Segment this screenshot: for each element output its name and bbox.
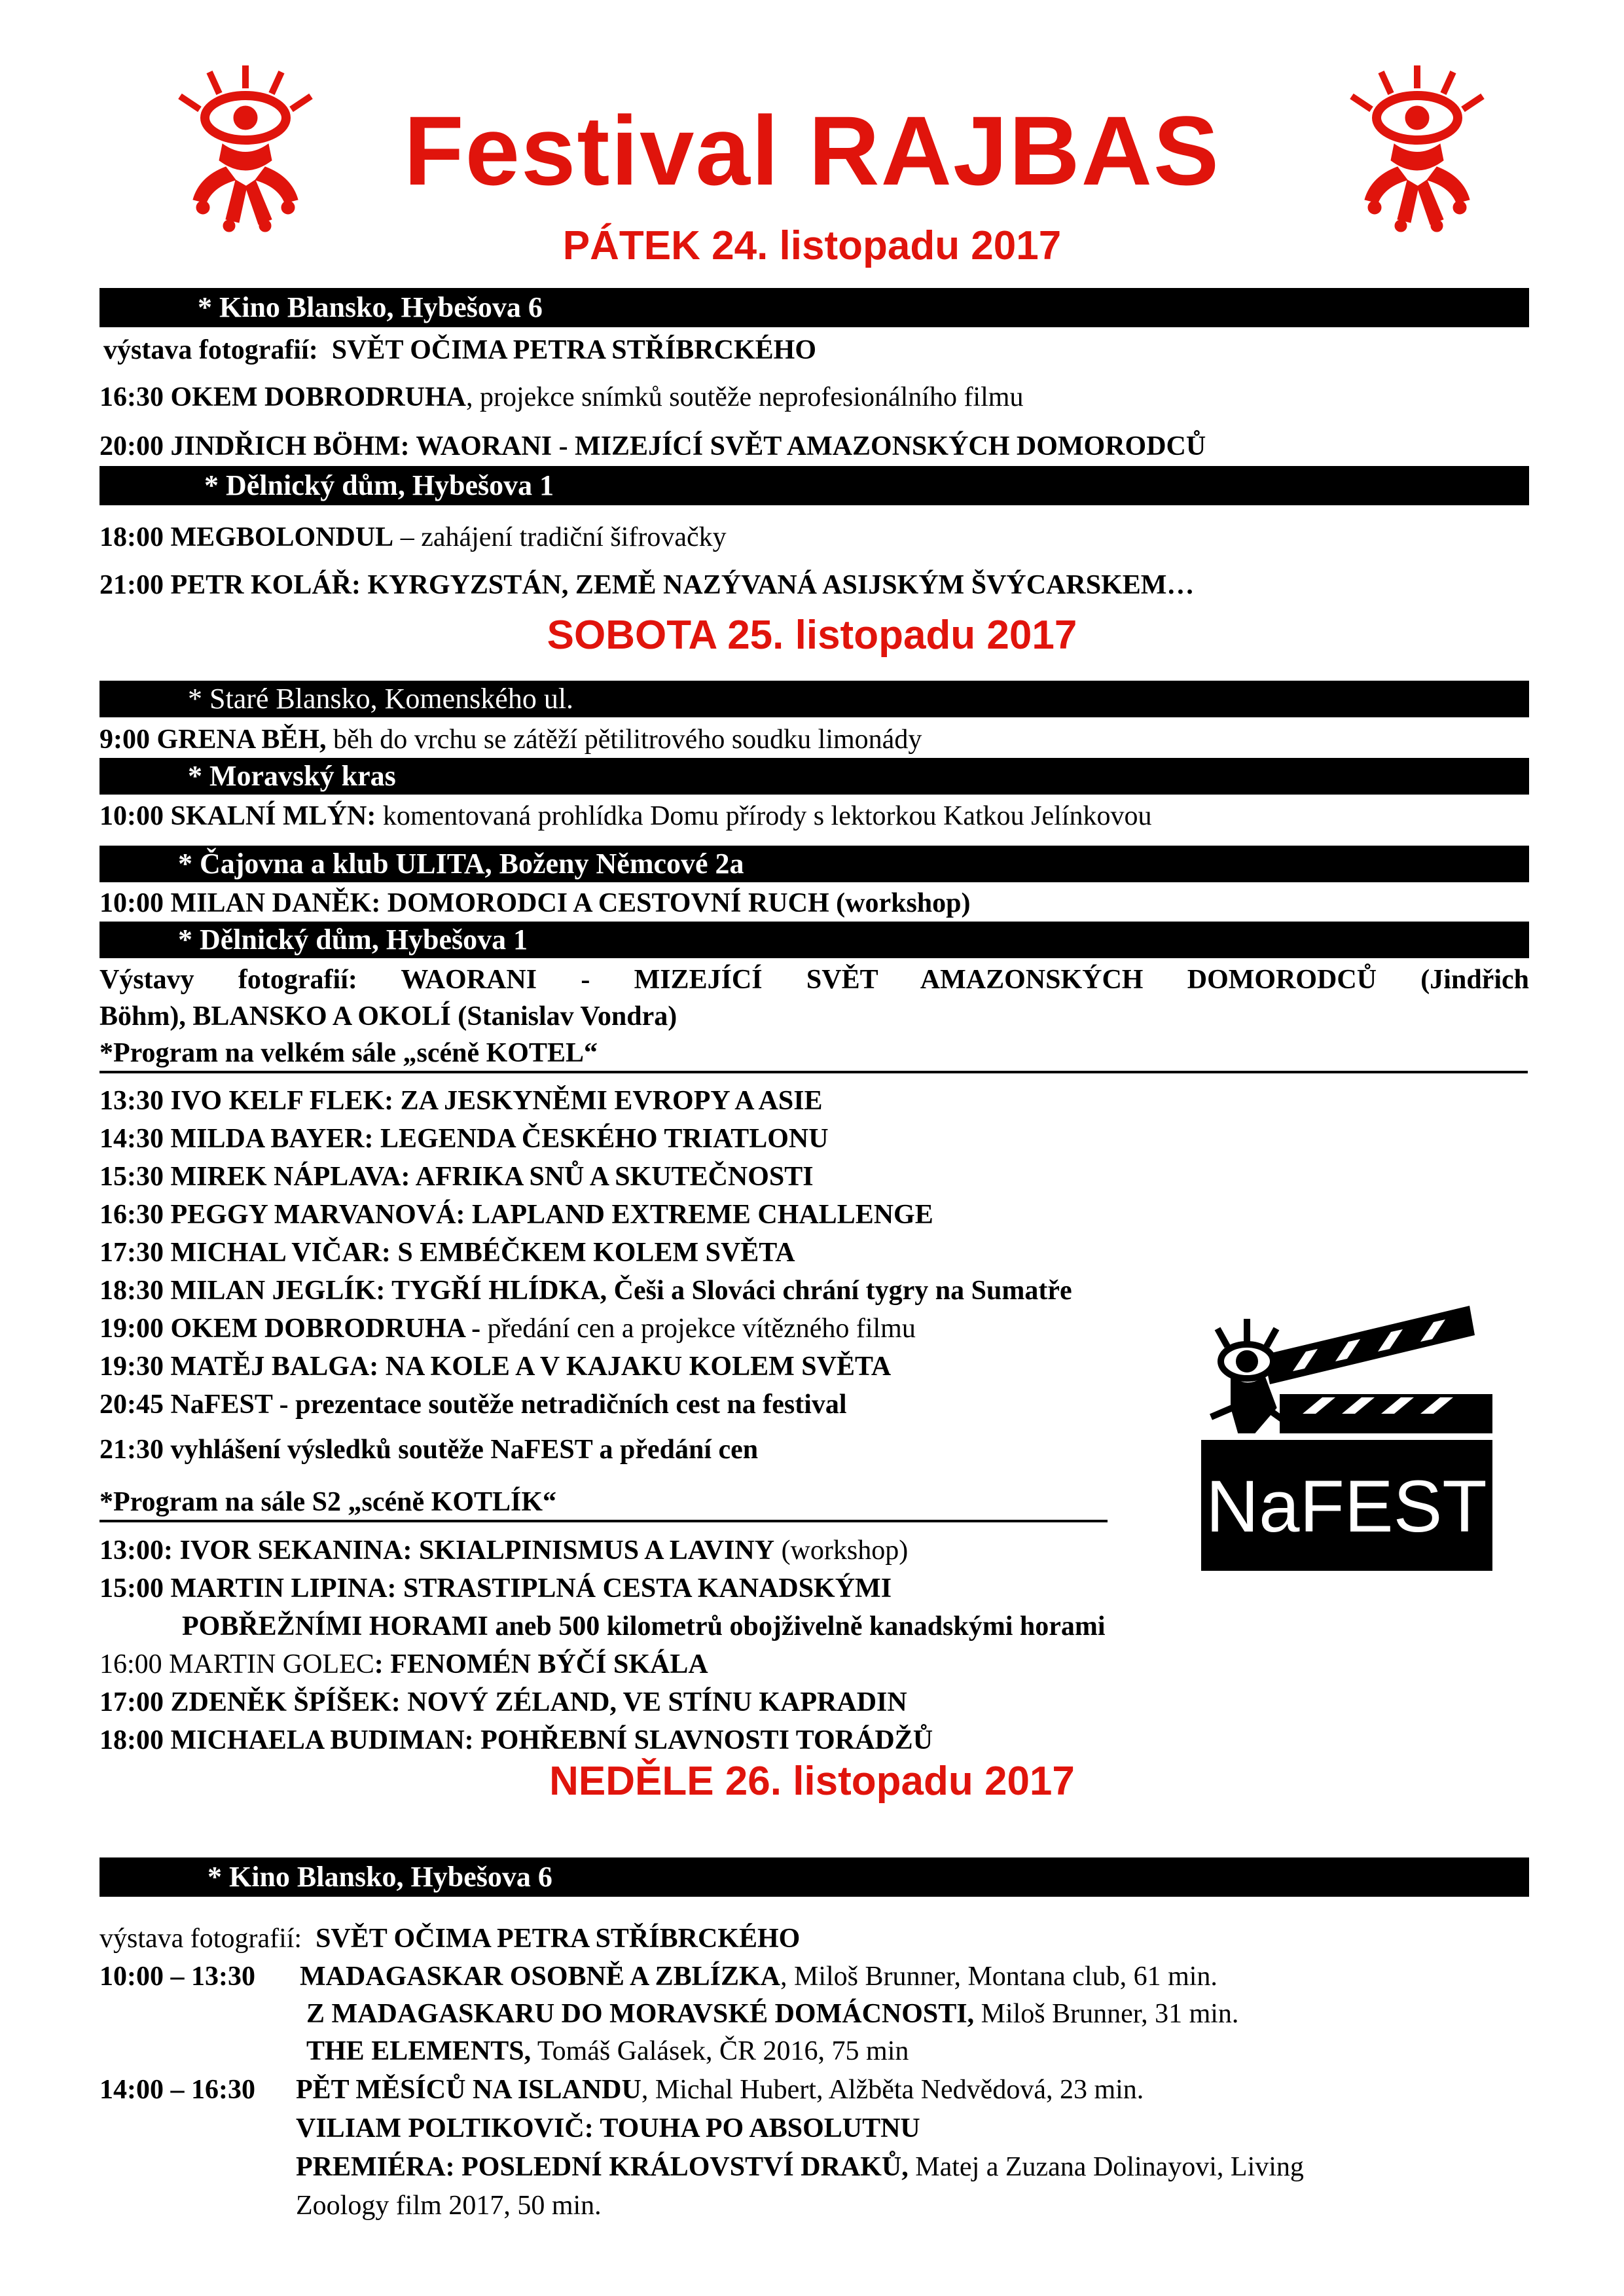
- program-item: 14:30 MILDA BAYER: LEGENDA ČESKÉHO TRIATLONU: [99, 1124, 829, 1154]
- program-item: 15:30 MIREK NÁPLAVA: AFRIKA SNŮ A SKUTEČNOSTI: [99, 1162, 814, 1192]
- day-heading-sunday: NEDĚLE 26. listopadu 2017: [549, 1759, 1075, 1804]
- venue-bar: * Dělnický dům, Hybešova 1: [178, 924, 528, 956]
- venue-bar: * Kino Blansko, Hybešova 6: [208, 1861, 552, 1893]
- screening-line: VILIAM POLTIKOVIČ: TOUHA PO ABSOLUTNU: [296, 2113, 920, 2144]
- exhibit-line: Böhm), BLANSKO A OKOLÍ (Stanislav Vondra): [99, 1001, 677, 1031]
- program-item: 18:00 MICHAELA BUDIMAN: POHŘEBNÍ SLAVNOSTI TORÁDŽŮ: [99, 1725, 933, 1755]
- event-line: 20:00 JINDŘICH BÖHM: WAORANI - MIZEJÍCÍ SVĚT AMAZONSKÝCH DOMORODCŮ: [99, 431, 1206, 461]
- program-item: 16:30 PEGGY MARVANOVÁ: LAPLAND EXTREME CHALLENGE: [99, 1200, 933, 1230]
- program-item: 19:30 MATĚJ BALGA: NA KOLE A V KAJAKU KOLEM SVĚTA: [99, 1352, 892, 1382]
- event-line: 10:00 MILAN DANĚK: DOMORODCI A CESTOVNÍ RUCH (workshop): [99, 888, 971, 918]
- program-item: POBŘEŽNÍMI HORAMI aneb 500 kilometrů obojživelně kanadskými horami: [182, 1611, 1106, 1641]
- screening-line: PREMIÉRA: POSLEDNÍ KRÁLOVSTVÍ DRAKŮ, Matej a Zuzana Dolinayovi, Living: [296, 2152, 1304, 2182]
- program-item: 18:30 MILAN JEGLÍK: TYGŘÍ HLÍDKA, Češi a Slováci chrání tygry na Sumatře: [99, 1276, 1072, 1306]
- program-item: 13:30 IVO KELF FLEK: ZA JESKYNĚMI EVROPY A ASIE: [99, 1086, 823, 1116]
- program-item: 15:00 MARTIN LIPINA: STRASTIPLNÁ CESTA KANADSKÝMI: [99, 1573, 892, 1604]
- day-heading-saturday: SOBOTA 25. listopadu 2017: [547, 613, 1077, 658]
- venue-bar: * Čajovna a klub ULITA, Boženy Němcové 2a: [178, 848, 744, 880]
- exhibit-line: výstava fotografií: SVĚT OČIMA PETRA STŘÍBRCKÉHO: [103, 335, 816, 365]
- event-line: 16:30 OKEM DOBRODRUHA, projekce snímků soutěže neprofesionálního filmu: [99, 382, 1024, 412]
- divider: [99, 1071, 1528, 1073]
- nafest-logo-icon: [1201, 1299, 1492, 1571]
- event-line: 18:00 MEGBOLONDUL – zahájení tradiční šifrovačky: [99, 522, 727, 552]
- screening-line: Z MADAGASKARU DO MORAVSKÉ DOMÁCNOSTI, Miloš Brunner, 31 min.: [306, 1999, 1239, 2029]
- screening-line: 10:00 – 13:30: [99, 1962, 255, 1992]
- day-heading-friday: PÁTEK 24. listopadu 2017: [562, 223, 1062, 268]
- venue-bar: * Dělnický dům, Hybešova 1: [204, 469, 554, 501]
- nafest-logo-text: NaFEST: [1206, 1465, 1487, 1547]
- festival-title: Festival RAJBAS: [403, 96, 1221, 206]
- screening-line: THE ELEMENTS, Tomáš Galásek, ČR 2016, 75 min: [306, 2036, 909, 2066]
- screening-line: Zoology film 2017, 50 min.: [296, 2191, 602, 2221]
- event-line: 9:00 GRENA BĚH, běh do vrchu se zátěží pětilitrového soudku limonády: [99, 725, 922, 755]
- program-item: 13:00: IVOR SEKANINA: SKIALPINISMUS A LAVINY (workshop): [99, 1535, 909, 1566]
- event-line: 21:00 PETR KOLÁŘ: KYRGYZSTÁN, ZEMĚ NAZÝVANÁ ASIJSKÝM ŠVÝCARSKEM…: [99, 570, 1195, 600]
- venue-bar: * Staré Blansko, Komenského ul.: [188, 683, 574, 715]
- event-line: 10:00 SKALNÍ MLÝN: komentovaná prohlídka Domu přírody s lektorkou Katkou Jelínkovou: [99, 801, 1152, 831]
- program-item: 17:00 ZDENĚK ŠPÍŠEK: NOVÝ ZÉLAND, VE STÍNU KAPRADIN: [99, 1687, 907, 1717]
- exhibit-line: výstava fotografií: SVĚT OČIMA PETRA STŘÍBRCKÉHO: [99, 1924, 801, 1954]
- program-item: 21:30 vyhlášení výsledků soutěže NaFEST a předání cen: [99, 1435, 759, 1465]
- screening-line: MADAGASKAR OSOBNĚ A ZBLÍZKA, Miloš Brunner, Montana club, 61 min.: [300, 1962, 1218, 1992]
- venue-bar: * Kino Blansko, Hybešova 6: [198, 291, 543, 323]
- section-heading-kotel: *Program na velkém sále „scéně KOTEL“: [99, 1038, 598, 1068]
- screening-line: 14:00 – 16:30: [99, 2075, 255, 2105]
- program-item: 20:45 NaFEST - prezentace soutěže netradičních cest na festival: [99, 1390, 847, 1420]
- divider: [99, 1520, 1108, 1522]
- program-item: 17:30 MICHAL VIČAR: S EMBÉČKEM KOLEM SVĚTA: [99, 1238, 795, 1268]
- exhibit-line: Výstavy fotografií: WAORANI - MIZEJÍCÍ SVĚT AMAZONSKÝCH DOMORODCŮ (Jindřich: [99, 965, 1529, 995]
- program-item: 19:00 OKEM DOBRODRUHA - předání cen a projekce vítězného filmu: [99, 1314, 916, 1344]
- screening-line: PĚT MĚSÍCŮ NA ISLANDU, Michal Hubert, Alžběta Nedvědová, 23 min.: [296, 2075, 1144, 2105]
- program-item: 16:00 MARTIN GOLEC: FENOMÉN BÝČÍ SKÁLA: [99, 1649, 708, 1679]
- venue-bar: * Moravský kras: [188, 760, 396, 792]
- section-heading-kotlik: *Program na sále S2 „scéně KOTLÍK“: [99, 1487, 557, 1517]
